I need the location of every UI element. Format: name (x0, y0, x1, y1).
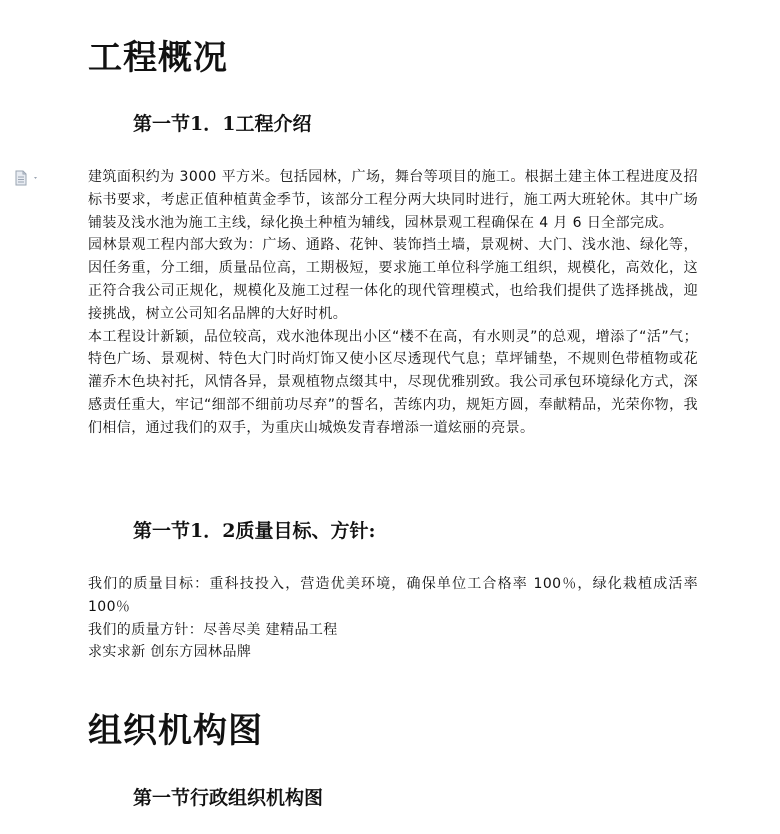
project-intro-body (88, 166, 698, 440)
paragraph: 建筑面积约为 3000 平方米。包括园林，广场，舞台等项目的施工。根据土建主体工程进度及招标书要求，考虑正值种植黄金季节，该部分工程分两大块同时进行，施工两大班轮休。其中广场铺装及浅水池为施工主线，绿化换土种植为辅线，园林景观工程确保在 4 月 6 日全部完成。 (88, 169, 698, 231)
section-title-admin-org: 第一节行政组织机构图 (133, 787, 324, 809)
quality-policy-text: 我们的质量方针：尽善尽美 建精品工程 (88, 621, 338, 638)
paragraph: 本工程设计新颖，品位较高，戏水池体现出小区“楼不在高，有水则灵”的总观，增添了“活”气；特色广场、景观树、特色大门时尚灯饰又使小区尽透现代气息；草坪铺垫，不规则色带植物或花灌乔木色块衬托，风情各异，景观植物点缀其中，尽现优雅别致。我公司承包环境绿化方式，深感责任重大，牢记“细部不细前功尽弃”的誓名，苦练内功，规矩方圆，奉献精品，光荣你物，我们相信，通过我们的双手，为重庆山城焕发青春增添一道炫丽的亮景。 (88, 328, 698, 436)
quality-goal-text: 我们的质量目标：重科技投入，营造优美环境，确保单位工合格率 100％，绿化栽植成活率 100％ (88, 576, 698, 615)
document-icon[interactable] (15, 170, 41, 186)
heading-overview: 工程概况 (88, 38, 228, 78)
section-title-project-intro: 第一节1．1工程介绍 (133, 113, 312, 135)
section-title-quality-goals: 第一节1．2质量目标、方针: (133, 520, 376, 542)
quality-goals-body (88, 573, 698, 664)
paragraph: 园林景观工程内部大致为：广场、通路、花钟、装饰挡土墙，景观树、大门、浅水池、绿化等，因任务重，分工细，质量品位高，工期极短，要求施工单位科学施工组织，规模化，高效化，这正符合我公司正规化，规模化及施工过程一体化的现代管理模式，也给我们提供了选择挑战，迎接挑战，树立公司知名品牌的大好时机。 (88, 237, 698, 322)
document-icon-svg (15, 170, 41, 186)
quality-policy-text-2: 求实求新 创东方园林品牌 (88, 644, 252, 661)
heading-org-chart: 组织机构图 (88, 711, 263, 751)
